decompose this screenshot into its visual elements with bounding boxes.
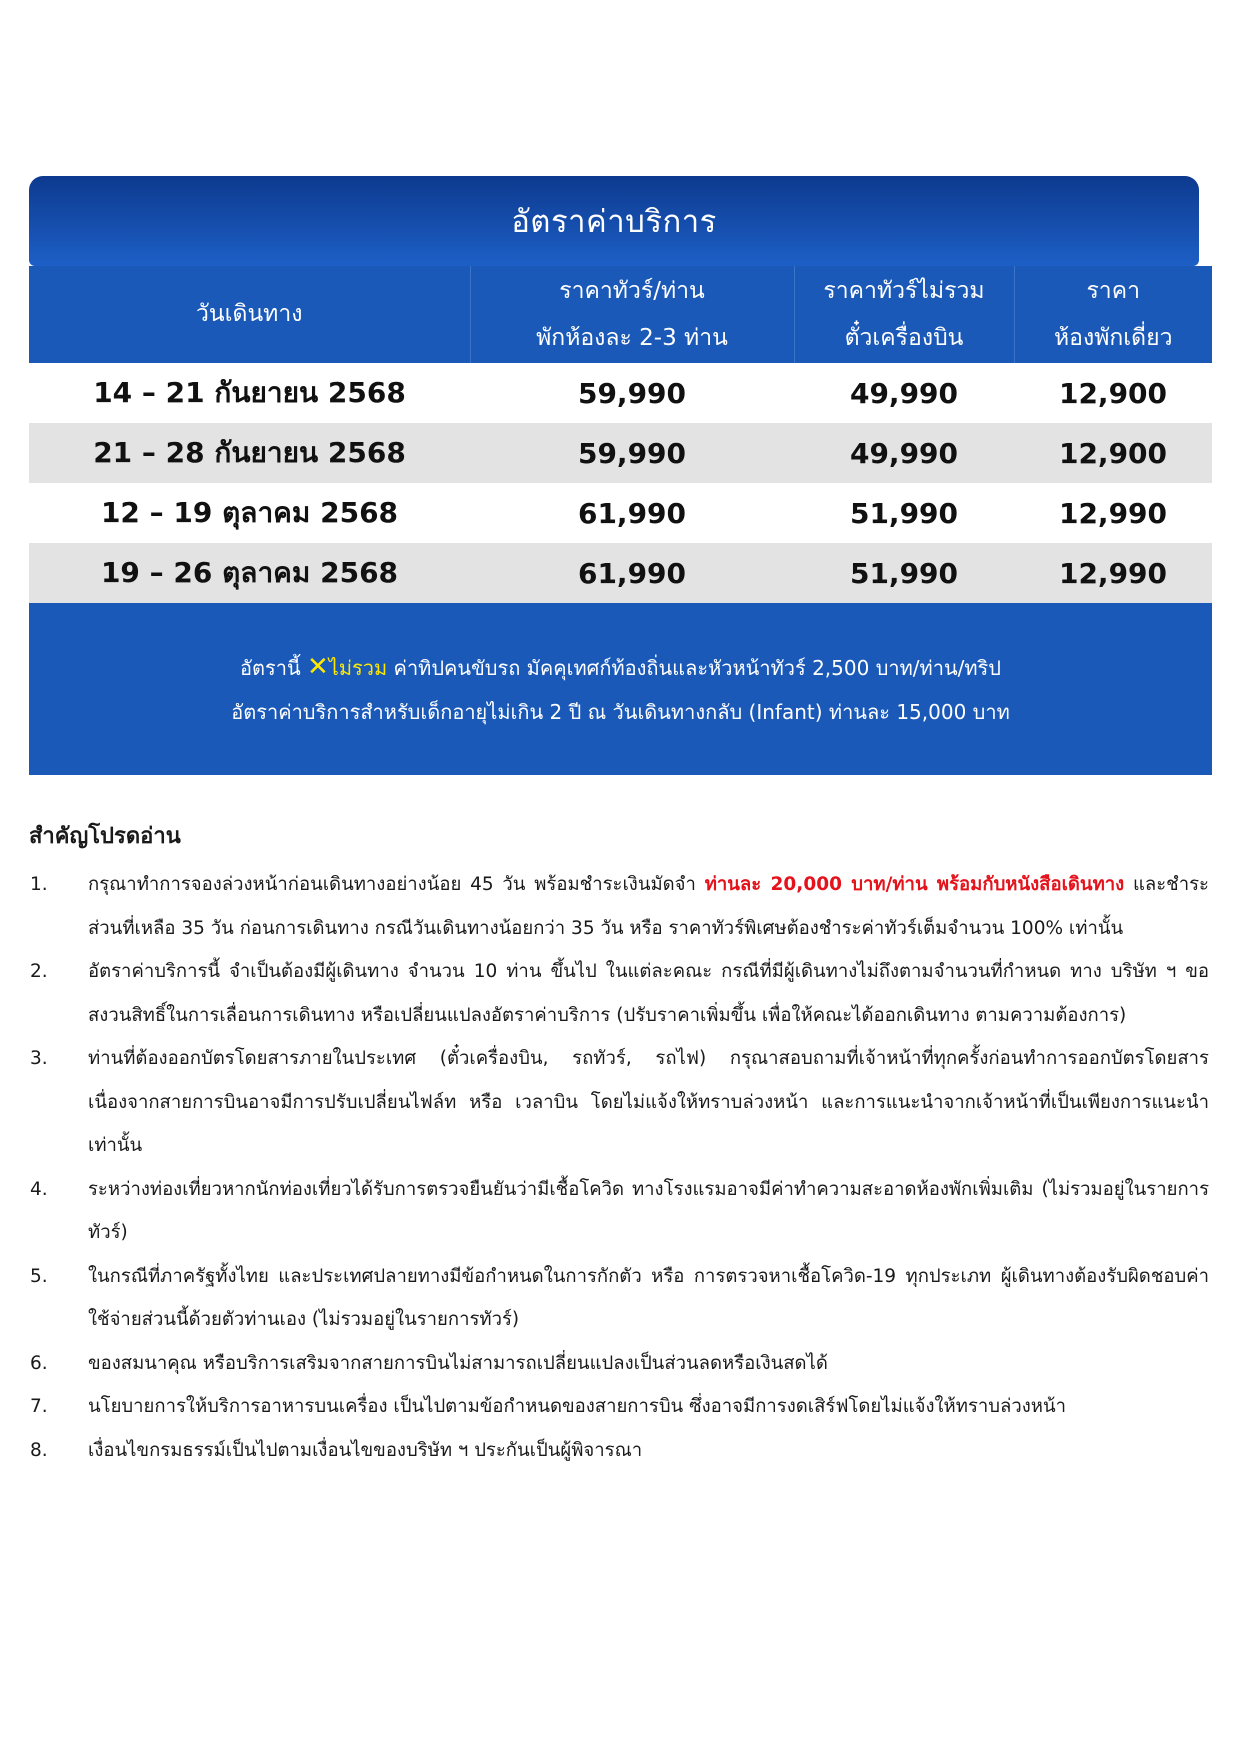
cell-price: 61,990 (577, 496, 687, 530)
header-line: ราคา (1086, 277, 1141, 304)
item-number: 8. (30, 1439, 48, 1461)
item-number: 7. (30, 1396, 48, 1417)
cell-single: 12,900 (1014, 423, 1212, 483)
item-number: 4. (30, 1178, 48, 1200)
cell-no-flight: 49,990 (794, 423, 1014, 483)
item-text: กรุณาทำการจองล่วงหน้าก่อนเดินทางอย่างน้อย 45 วัน พร้อมชำระเงินมัดจำ (88, 874, 705, 895)
rate-section (29, 176, 1212, 775)
header-no-flight-price (794, 266, 1014, 363)
notice-exclusion-text: ค่าทิปคนขับรถ มัคคุเทศก์ท้องถิ่นและหัวหน้าทัวร์ 2,500 บาท/ท่าน/ทริป (387, 655, 1001, 680)
item-highlight: ท่านละ 20,000 บาท/ท่าน พร้อมกับหนังสือเดินทาง (704, 874, 1125, 895)
header-line: ราคาทัวร์ไม่รวม (823, 277, 985, 304)
item-text-rest: และชำระส่วนที่เหลือ 35 วัน ก่อนการเดินทาง กรณีวันเดินทางน้อยกว่า 35 วัน หรือ ราคาทัวร์พิเศษต้องชำระค่าทัวร์เต็มจำนวน 100% เท่านั้น (88, 874, 1209, 939)
list-item (29, 863, 1209, 950)
notice-exclusion-label: ไม่รวม (328, 655, 388, 680)
cell-no-flight: 51,990 (849, 496, 959, 530)
cell-date: 14 – 21 กันยายน 2568 (93, 376, 406, 409)
table-row (29, 543, 1212, 603)
important-heading: สำคัญโปรดอ่าน (29, 824, 181, 849)
item-text: ท่านที่ต้องออกบัตรโดยสารภายในประเทศ (ตั๋วเครื่องบิน, รถทัวร์, รถไฟ) กรุณาสอบถามที่เจ้าหน้าที่ทุกครั้งก่อนทำการออกบัตรโดยสาร เนื่องจากสายการบินอาจมีการปรับเปลี่ยนไฟล์ท หรือ เวลาบิน โดยไม่แจ้งให้ทราบล่วงหน้า และการแนะนำจากเจ้าหน้าที่เป็นเพียงการแนะนำเท่านั้น (88, 1048, 1209, 1156)
cell-date: 19 – 26 ตุลาคม 2568 (29, 543, 470, 603)
item-text: ระหว่างท่องเที่ยวหากนักท่องเที่ยวได้รับการตรวจยืนยันว่ามีเชื้อโควิด ทางโรงแรมอาจมีค่าทำความสะอาดห้องพักเพิ่มเติม (ไม่รวมอยู่ในรายการทัวร์) (88, 1178, 1209, 1243)
header-line: ราคาทัวร์/ท่าน (559, 277, 705, 304)
header-travel-date (29, 266, 470, 363)
cell-date: 12 – 19 ตุลาคม 2568 (100, 496, 399, 529)
cell-no-flight: 51,990 (794, 543, 1014, 603)
cell-price: 59,990 (470, 423, 794, 483)
terms-list (29, 863, 1209, 1472)
cell-price: 61,990 (470, 543, 794, 603)
header-line: ตั๋วเครื่องบิน (844, 324, 964, 351)
table-row (29, 423, 1212, 483)
header-tour-price (470, 266, 794, 363)
cell-date: 21 – 28 กันยายน 2568 (29, 423, 470, 483)
item-number: 5. (30, 1265, 48, 1287)
item-text: เงื่อนไขกรมธรรม์เป็นไปตามเงื่อนไขของบริษัท ฯ ประกันเป็นผู้พิจารณา (88, 1439, 643, 1461)
header-single-room (1014, 266, 1212, 363)
cell-price: 59,990 (577, 376, 687, 410)
cell-no-flight: 49,990 (849, 376, 959, 410)
list-item (29, 950, 1209, 1037)
important-section (29, 818, 1209, 1472)
header-line: วันเดินทาง (196, 301, 303, 327)
list-item (29, 1168, 1209, 1255)
list-item (29, 1342, 1209, 1386)
item-text: ของสมนาคุณ หรือบริการเสริมจากสายการบินไม่สามารถเปลี่ยนแปลงเป็นส่วนลดหรือเงินสดได้ (88, 1352, 828, 1374)
table-header-row (29, 266, 1212, 363)
item-number: 1. (30, 874, 48, 895)
item-text: นโยบายการให้บริการอาหารบนเครื่อง เป็นไปตามข้อกำหนดของสายการบิน ซึ่งอาจมีการงดเสิร์ฟโดยไม่แจ้งให้ทราบล่วงหน้า (88, 1396, 1066, 1417)
table-row (29, 483, 1212, 543)
list-item (29, 1385, 1209, 1429)
item-number: 6. (30, 1352, 48, 1374)
item-number: 3. (30, 1048, 48, 1069)
rate-notice (29, 603, 1212, 775)
cross-icon: ✕ (307, 651, 329, 682)
cell-single: 12,990 (1014, 543, 1212, 603)
notice-line-1 (240, 645, 1001, 690)
header-line: พักห้องละ 2-3 ท่าน (536, 324, 728, 351)
cell-single: 12,990 (1058, 496, 1168, 530)
item-text: ในกรณีที่ภาครัฐทั้งไทย และประเทศปลายทางมีข้อกำหนดในการกักตัว หรือ การตรวจหาเชื้อโควิด-19 ทุกประเภท ผู้เดินทางต้องรับผิดชอบค่าใช้จ่ายส่วนนี้ด้วยตัวท่านเอง (ไม่รวมอยู่ในรายการทัวร์) (88, 1265, 1209, 1330)
rate-title: อัตราค่าบริการ (29, 176, 1199, 266)
cell-single: 12,900 (1058, 376, 1168, 410)
notice-prefix: อัตรานี้ (239, 655, 307, 680)
list-item (29, 1037, 1209, 1168)
table-row (29, 363, 1212, 423)
item-number: 2. (30, 961, 48, 982)
list-item (29, 1255, 1209, 1342)
header-line: ห้องพักเดี่ยว (1054, 324, 1173, 351)
rate-table (29, 266, 1212, 603)
notice-line-2: อัตราค่าบริการสำหรับเด็กอายุไม่เกิน 2 ปี ณ วันเดินทางกลับ (Infant) ท่านละ 15,000 บาท (231, 699, 1010, 724)
list-item (29, 1429, 1209, 1473)
item-text: อัตราค่าบริการนี้ จำเป็นต้องมีผู้เดินทาง จำนวน 10 ท่าน ขึ้นไป ในแต่ละคณะ กรณีที่มีผู้เดินทางไม่ถึงตามจำนวนที่กำหนด ทาง บริษัท ฯ ขอสงวนสิทธิ์ในการเลื่อนการเดินทาง หรือเปลี่ยนแปลงอัตราค่าบริการ (ปรับราคาเพิ่มขึ้น เพื่อให้คณะได้ออกเดินทาง ตามความต้องการ) (88, 961, 1209, 1026)
